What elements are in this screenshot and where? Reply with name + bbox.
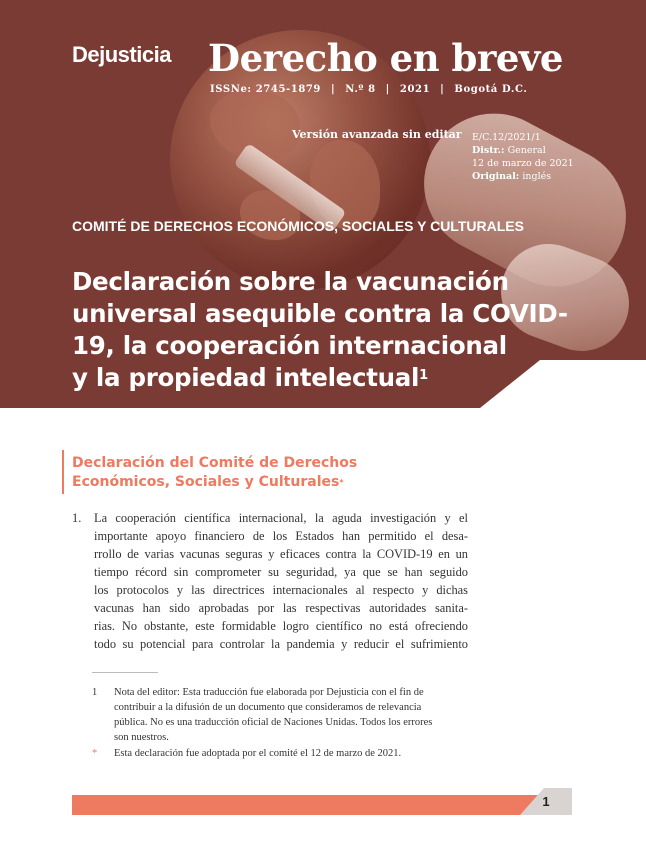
footnote-line: pública. No es una traducción oficial de Naciones Unidas. Todos los errores [114, 717, 433, 728]
publication-meta [210, 84, 527, 95]
section-heading-text: Económicos, Sociales y Culturales [72, 474, 340, 490]
publication-year: 2021 [399, 84, 431, 95]
footnote-text [114, 685, 472, 745]
cover-header [0, 0, 646, 408]
publication-city: Bogotá D.C. [454, 84, 528, 95]
issue-number: N.º 8 [345, 84, 376, 95]
meta-separator: | [331, 84, 336, 95]
paragraph-line: La cooperación científica internacional, la aguda investigación y el [94, 511, 468, 525]
meta-separator: | [440, 84, 445, 95]
footnote-1 [92, 685, 472, 745]
footnote-line: contribuir a la difusión de un documento que consideramos de relevancia [114, 702, 422, 713]
footnote-mark: * [92, 748, 98, 759]
paragraph-line: tiempo récord sin comprometer su seguridad, ya que se han seguido [94, 565, 468, 579]
paragraph-line: rrollo de varias vacunas seguras y eficaces contra la COVID-19 en un [94, 547, 468, 561]
distr-label: Distr.: [472, 145, 505, 156]
section-footnote-ref[interactable]: * [339, 478, 344, 487]
distribution [472, 144, 574, 157]
paragraph-text [94, 509, 468, 653]
meta-separator: | [385, 84, 390, 95]
paragraph-line: todo su potencial para controlar la pandemia y reducir el sufrimiento [94, 637, 468, 651]
document-info [472, 131, 574, 183]
advance-version-note: Versión avanzada sin editar [292, 128, 462, 141]
paragraph-number: 1. [72, 511, 82, 525]
paragraph-line: vacunas han sido aprobadas por las respectivas autoridades sanita- [94, 601, 468, 615]
original-value: inglés [522, 171, 552, 182]
original-label: Original: [472, 171, 520, 182]
footnote-mark: 1 [92, 687, 98, 698]
publication-title: Derecho en breve [208, 36, 563, 80]
paragraph-1 [72, 509, 468, 653]
header-corner-cut-fill [540, 360, 646, 408]
footnote-star [92, 746, 472, 761]
paragraph-line: importante apoyo financiero de los Estados han permitido el desa- [94, 529, 468, 543]
footnote-line: Esta declaración fue adoptada por el comité el 12 de marzo de 2021. [114, 748, 402, 759]
section-heading-line: Declaración del Comité de Derechos [72, 455, 358, 471]
distr-value: General [507, 145, 546, 156]
paragraph-line: los protocolos y las directrices internacionales al respecto y dichas [94, 583, 468, 597]
committee-name: COMITÉ DE DERECHOS ECONÓMICOS, SOCIALES Y CULTURALES [72, 218, 524, 234]
document-symbol: E/C.12/2021/1 [472, 132, 541, 143]
header-corner-cut [480, 360, 540, 408]
headline-line: universal asequible contra la COVID- [72, 299, 568, 328]
page-number: 1 [542, 794, 550, 809]
headline-line: Declaración sobre la vacunación [72, 267, 509, 296]
footer-accent-bar [72, 795, 538, 815]
paragraph-line: rias. No obstante, este formidable logro científico no está ofreciendo [94, 619, 468, 633]
headline-footnote-ref[interactable]: 1 [419, 368, 428, 383]
footnote-line: son nuestros. [114, 732, 169, 743]
footnote-line: Nota del editor: Esta traducción fue elaborada por Dejusticia con el fin de [114, 687, 424, 698]
headline-line: 19, la cooperación internacional [72, 331, 507, 360]
original-language [472, 170, 574, 183]
document-date: 12 de marzo de 2021 [472, 158, 574, 169]
issn: ISSNe: 2745-1879 [210, 84, 321, 95]
section-heading-line [72, 473, 432, 492]
section-accent-rule [62, 450, 64, 494]
brand-logo: Dejusticia [72, 42, 171, 67]
section-heading [72, 454, 432, 492]
footnote-text [114, 746, 472, 761]
headline-line-text: y la propiedad intelectual [72, 363, 420, 392]
footnote-divider [92, 672, 158, 673]
